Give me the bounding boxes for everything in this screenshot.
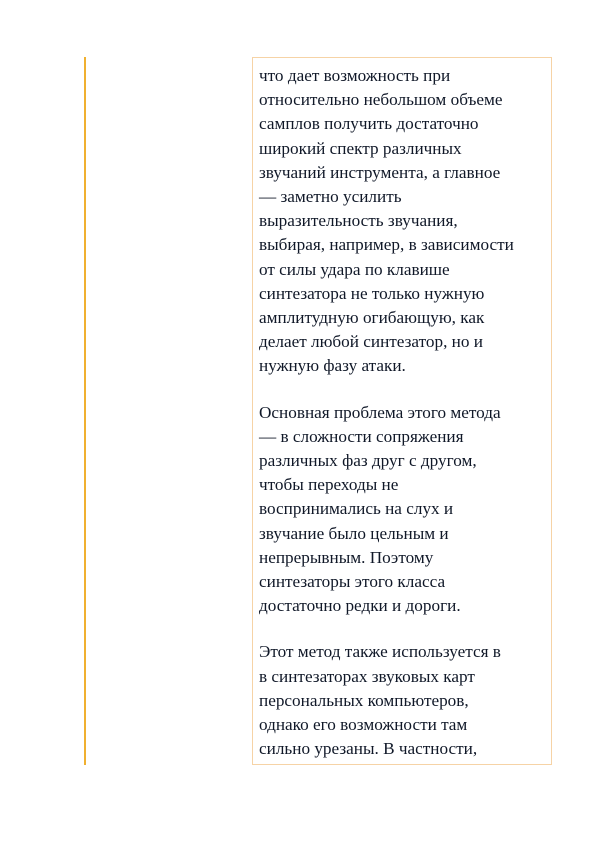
- text-line: делает любой синтезатор, но и: [259, 332, 483, 352]
- text-line: синтезаторы этого класса: [259, 572, 446, 592]
- text-line: от силы удара по клавише: [259, 259, 450, 279]
- text-line: относительно небольшом объеме: [259, 90, 503, 110]
- text-line: непрерывным. Поэтому: [259, 547, 434, 567]
- text-line: звучаний инструмента, а главное: [259, 162, 501, 182]
- text-line: выразительность звучания,: [259, 211, 458, 231]
- text-line: выбирая, например, в зависимости: [259, 235, 514, 255]
- text-line: различных фаз друг с другом,: [259, 451, 477, 471]
- text-line: Этот метод также используется в: [259, 642, 501, 662]
- margin-rule: [84, 57, 86, 765]
- text-frame: [252, 57, 552, 765]
- text-line: персональных компьютеров,: [259, 690, 469, 710]
- text-line: — заметно усилить: [259, 187, 402, 207]
- text-line: самплов получить достаточно: [259, 114, 479, 134]
- text-line: что дает возможность при: [259, 66, 451, 85]
- text-line: сильно урезаны. В частности,: [259, 739, 478, 759]
- paragraph-3: [259, 640, 545, 761]
- text-line: звучание было цельным и: [259, 523, 449, 543]
- text-line: однако его возможности там: [259, 715, 468, 735]
- text-line: широкий спектр различных: [259, 138, 462, 158]
- text-line: Основная проблема этого метода: [259, 402, 501, 422]
- text-line: чтобы переходы не: [259, 475, 399, 495]
- text-line: в синтезаторах звуковых карт: [259, 666, 475, 686]
- text-line: воспринимались на слух и: [259, 499, 454, 519]
- paragraph-2: [259, 401, 545, 619]
- text-line: нужную фазу атаки.: [259, 356, 406, 376]
- text-line: синтезатора не только нужную: [259, 283, 485, 303]
- text-line: — в сложности сопряжения: [259, 426, 464, 446]
- paragraph-1: [259, 64, 545, 379]
- text-line: амплитудную огибающую, как: [259, 308, 485, 328]
- text-line: достаточно редки и дороги.: [259, 596, 461, 616]
